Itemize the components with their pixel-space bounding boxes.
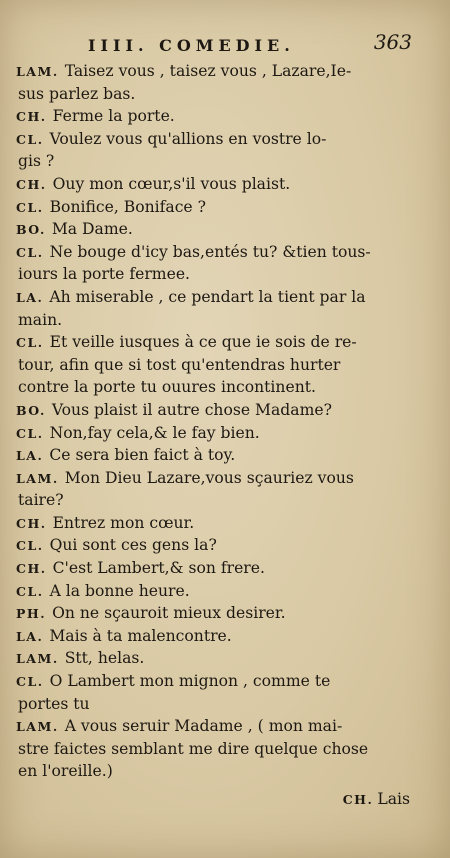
line-text: On ne sçauroit mieux desirer.: [52, 604, 286, 623]
line-text: Voulez vous qu'allions en vostre lo-: [49, 129, 327, 148]
speech-line: [16, 422, 412, 445]
continuation-line: [16, 760, 412, 783]
speaker-abbrev: CH.: [16, 109, 47, 125]
line-text: gis ?: [18, 152, 55, 171]
continuation-line: [16, 489, 412, 512]
line-text: taire?: [18, 491, 64, 510]
speaker-abbrev: CL.: [16, 538, 44, 554]
speech-line: [16, 625, 412, 648]
speaker-abbrev: CL.: [16, 583, 44, 599]
speech-line: [16, 241, 412, 264]
line-text: iours la porte fermee.: [18, 265, 191, 284]
line-text: Ah miserable , ce pendart la tient par la: [49, 287, 366, 306]
speech-line: [16, 399, 412, 422]
continuation-line: [16, 354, 412, 377]
speech-line: [16, 331, 412, 354]
speech-line: [16, 512, 412, 535]
line-text: Non,fay cela,& le fay bien.: [49, 423, 260, 442]
line-text: Taisez vous , taisez vous , Lazare,Ie-: [64, 62, 352, 80]
catchword-speaker: CH.: [342, 792, 374, 807]
continuation-line: [16, 738, 412, 761]
speech-line: [16, 467, 412, 490]
speaker-abbrev: LA.: [16, 289, 44, 305]
speech-line: [16, 715, 412, 738]
speech-line: [16, 286, 412, 309]
line-text: Bonifice, Boniface ?: [49, 197, 206, 216]
speaker-abbrev: PH.: [16, 606, 47, 622]
speaker-abbrev: CL.: [16, 131, 44, 147]
speech-line: [16, 670, 412, 693]
line-text: sus parlez bas.: [18, 84, 136, 103]
continuation-line: [16, 693, 412, 716]
line-text: Vous plaist il autre chose Madame?: [51, 400, 332, 419]
continuation-line: [16, 263, 412, 286]
speech-line: [16, 128, 412, 151]
speaker-abbrev: CL.: [16, 199, 44, 215]
speaker-abbrev: BO.: [16, 402, 46, 418]
line-text: Mais à ta malencontre.: [49, 626, 232, 645]
speaker-abbrev: BO.: [16, 222, 46, 238]
speaker-abbrev: CH.: [16, 561, 47, 577]
page-header: [0, 30, 450, 60]
line-text: contre la porte tu ouures incontinent.: [18, 378, 316, 397]
speech-line: [16, 602, 412, 625]
catchword: [343, 790, 410, 808]
line-text: stre faictes semblant me dire quelque chose: [18, 739, 369, 758]
speaker-abbrev: CH.: [16, 515, 47, 531]
speech-line: [16, 196, 412, 219]
dialogue-text: [16, 60, 412, 783]
speaker-abbrev: LA.: [16, 628, 44, 644]
speaker-abbrev: LAM.: [16, 64, 59, 79]
speaker-abbrev: CL.: [16, 244, 44, 260]
speaker-abbrev: CL.: [16, 335, 44, 351]
line-text: A la bonne heure.: [49, 581, 190, 600]
speech-line: [16, 557, 412, 580]
continuation-line: [16, 150, 412, 173]
line-text: Ne bouge d'icy bas,entés tu? &tien tous-: [49, 242, 371, 261]
speaker-abbrev: CH.: [16, 176, 47, 192]
speech-line: [16, 534, 412, 557]
speech-line: [16, 647, 412, 670]
line-text: A vous seruir Madame , ( mon mai-: [64, 717, 343, 736]
line-text: Stt, helas.: [64, 649, 145, 668]
continuation-line: [16, 309, 412, 332]
continuation-line: [16, 83, 412, 106]
line-text: Ce sera bien faict à toy.: [49, 446, 236, 465]
line-text: Entrez mon cœur.: [52, 513, 195, 532]
speech-line: [16, 444, 412, 467]
line-text: en l'oreille.): [18, 762, 113, 781]
speaker-abbrev: CL.: [16, 425, 44, 441]
speaker-abbrev: CL.: [16, 674, 44, 690]
line-text: Et veille iusques à ce que ie sois de re-: [49, 333, 357, 352]
speaker-abbrev: LAM.: [16, 470, 59, 486]
speech-line: [16, 173, 412, 196]
line-text: C'est Lambert,& son frere.: [52, 559, 265, 578]
line-text: tour, afin que si tost qu'entendras hurter: [18, 355, 341, 374]
page-number: 363: [373, 30, 412, 54]
line-text: Mon Dieu Lazare,vous sçauriez vous: [64, 468, 354, 487]
speaker-abbrev: LAM.: [16, 719, 59, 735]
line-text: main.: [18, 310, 63, 329]
line-text: Qui sont ces gens la?: [49, 536, 217, 555]
line-text: Ferme la porte.: [52, 107, 175, 126]
continuation-line: [16, 376, 412, 399]
line-text: Ma Dame.: [51, 220, 133, 239]
speaker-abbrev: LAM.: [16, 651, 59, 667]
running-head: IIII. COMEDIE.: [88, 36, 295, 55]
line-text: portes tu: [18, 694, 90, 713]
speech-line: [16, 60, 412, 83]
speech-line: [16, 105, 412, 128]
speech-line: [16, 218, 412, 241]
speaker-abbrev: LA.: [16, 448, 44, 464]
line-text: Ouy mon cœur,s'il vous plaist.: [52, 174, 291, 193]
speech-line: [16, 580, 412, 603]
line-text: O Lambert mon mignon , comme te: [49, 672, 331, 691]
catchword-text: Lais: [377, 790, 410, 808]
